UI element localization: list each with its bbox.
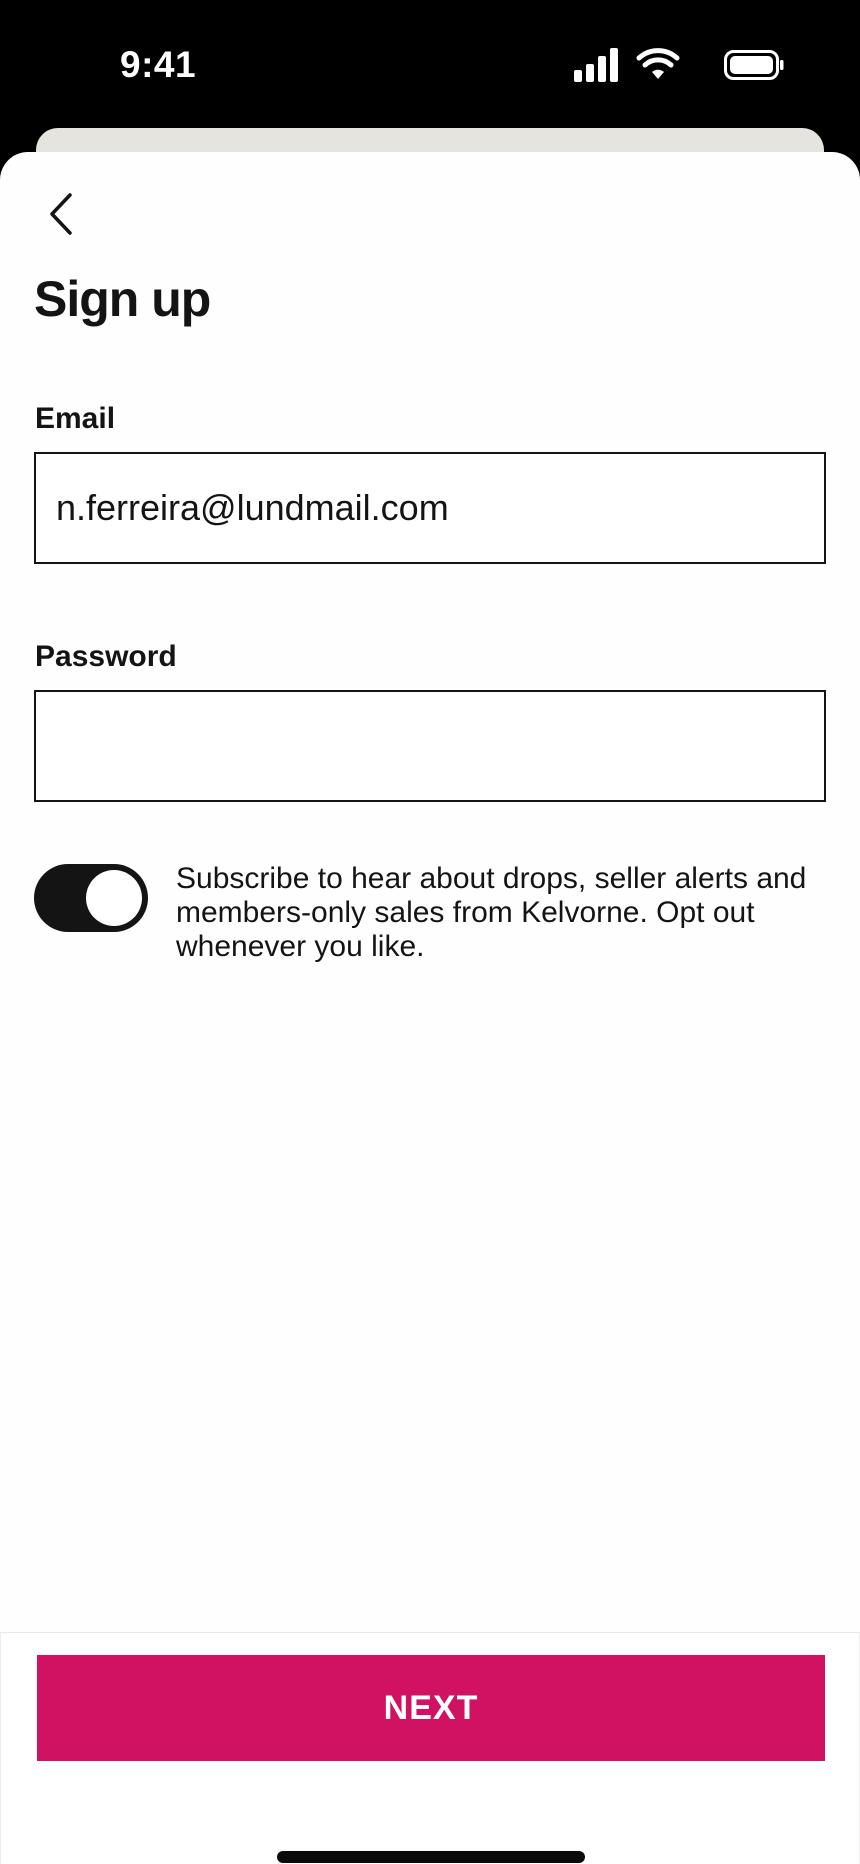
status-time: 9:41 <box>120 44 197 85</box>
toggle-knob <box>86 870 142 926</box>
subscribe-toggle[interactable] <box>34 864 148 932</box>
cellular-signal-icon <box>574 48 620 82</box>
home-indicator <box>277 1851 585 1863</box>
subscribe-description: Subscribe to hear about drops, seller alerts and members-only sales from Kelvorne. Opt out whenever you like. <box>176 862 807 963</box>
chevron-left-icon <box>49 193 73 235</box>
status-bar <box>0 0 860 128</box>
page-title: Sign up <box>34 271 211 327</box>
email-field[interactable] <box>34 452 826 564</box>
next-button[interactable]: NEXT <box>37 1655 825 1761</box>
email-label: Email <box>35 402 116 435</box>
battery-icon <box>724 50 784 80</box>
password-label: Password <box>35 640 177 673</box>
wifi-icon <box>636 48 680 82</box>
back-button[interactable] <box>36 184 86 244</box>
sign-up-sheet <box>0 152 860 1864</box>
password-field[interactable] <box>34 690 826 802</box>
bottom-action-bar <box>0 1632 860 1864</box>
